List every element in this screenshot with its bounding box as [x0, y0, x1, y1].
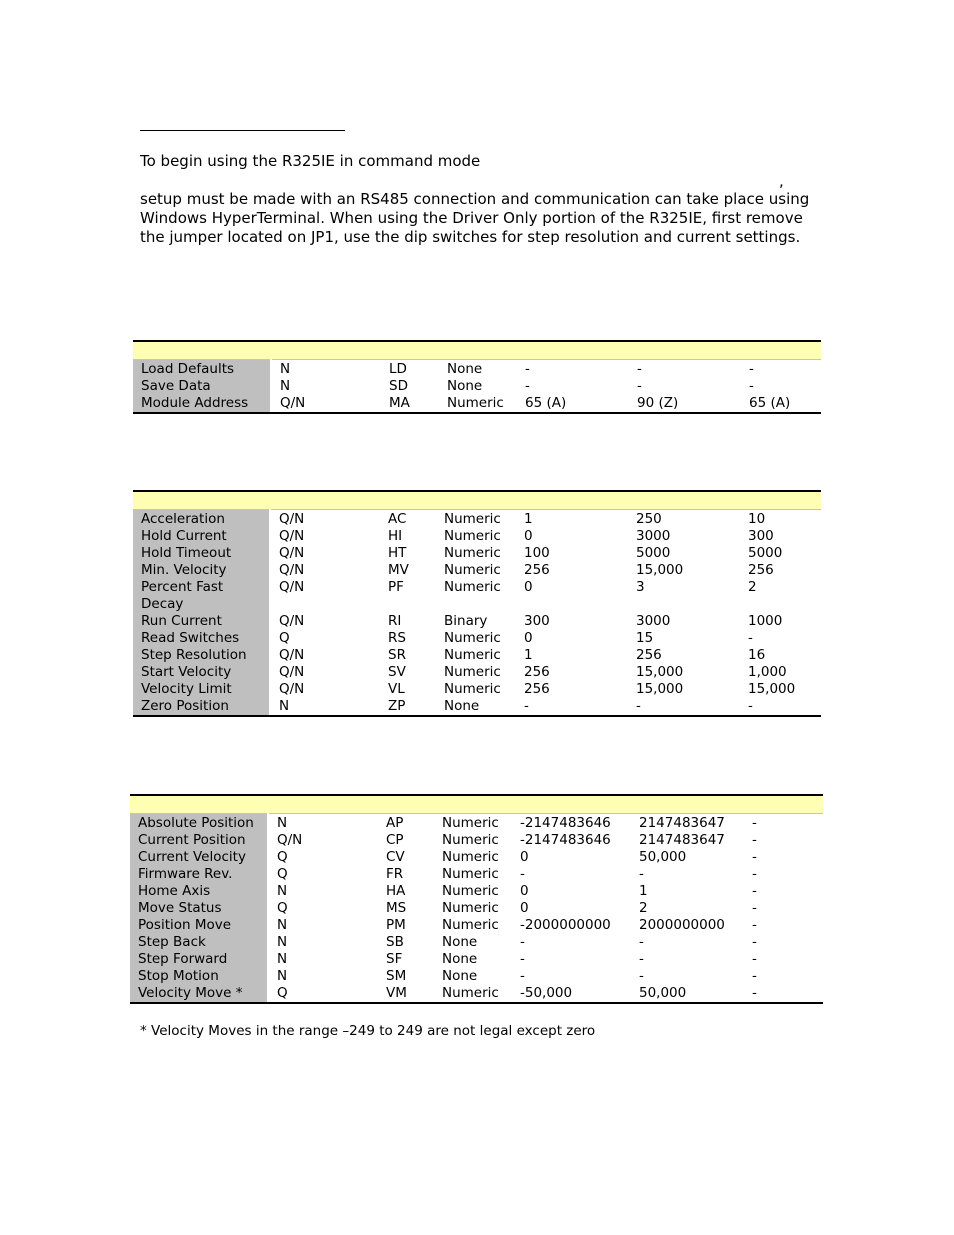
cell-min-value: -: [520, 934, 525, 950]
cell-command-name: Start Velocity: [133, 664, 270, 681]
cell-max-value: 2000000000: [639, 917, 725, 933]
cell-default-value: -: [744, 985, 823, 1003]
table-row: [133, 510, 821, 529]
cell-max-value: 2147483647: [639, 815, 725, 831]
cell-mnemonic: VM: [378, 985, 434, 1003]
table-row: [130, 883, 823, 900]
table-row: [133, 579, 821, 613]
cell-min-value: 100: [524, 545, 550, 561]
cell-min-value: -50,000: [512, 985, 631, 1003]
cell-max-value: 250: [636, 511, 662, 527]
cell-data-type: None: [442, 968, 478, 984]
cell-default-value: 1000: [748, 613, 783, 629]
cell-access: Q/N: [279, 562, 305, 578]
cell-default-value: 2: [748, 579, 757, 595]
cell-max-value: 5000: [636, 545, 671, 561]
cell-default-value: -: [749, 361, 754, 377]
cell-command-name: Read Switches: [133, 630, 270, 647]
cell-max-value: 3: [636, 579, 645, 595]
cell-min-value: -: [516, 698, 628, 716]
cell-data-type: Numeric: [444, 647, 501, 663]
cell-data-type: Numeric: [442, 900, 499, 916]
cell-data-type: Numeric: [444, 528, 501, 544]
cell-max-value: 256: [636, 647, 662, 663]
table-row: [130, 985, 823, 1003]
table-header-row: [130, 795, 823, 814]
table-header-row: [133, 491, 821, 510]
cell-mnemonic: SV: [388, 664, 406, 680]
cell-data-type: Numeric: [444, 545, 501, 561]
cell-data-type: None: [436, 698, 516, 716]
cell-min-value: 0: [524, 528, 533, 544]
cell-default-value: -: [749, 378, 754, 394]
cell-command-name: Run Current: [133, 613, 270, 630]
table-row: [130, 951, 823, 968]
cell-data-type: Numeric: [442, 917, 499, 933]
cell-mnemonic: SF: [386, 951, 403, 967]
cell-access: N: [277, 883, 288, 899]
cell-min-value: 300: [524, 613, 550, 629]
cell-min-value: -: [525, 378, 530, 394]
table-row: [133, 545, 821, 562]
cell-data-type: Numeric: [444, 681, 501, 697]
cell-access: Q/N: [279, 664, 305, 680]
cell-max-value: 15: [636, 630, 654, 646]
cell-default-value: -: [752, 900, 757, 916]
cell-data-type: Numeric: [444, 664, 501, 680]
cell-default-value: -: [752, 849, 757, 865]
cell-default-value: -: [752, 832, 757, 848]
cell-access: N: [277, 968, 288, 984]
cell-mnemonic: HA: [386, 883, 406, 899]
cell-mnemonic: FR: [386, 866, 404, 882]
cell-min-value: 1: [524, 647, 533, 663]
cell-min-value: 0: [524, 579, 533, 595]
cell-data-type: Numeric: [444, 562, 501, 578]
cell-mnemonic: AP: [386, 815, 404, 831]
cell-command-name: Percent Fast Decay: [133, 579, 270, 613]
cell-data-type: Numeric: [434, 985, 512, 1003]
cell-mnemonic: MV: [388, 562, 409, 578]
table-row: [130, 934, 823, 951]
cell-data-type: None: [442, 934, 478, 950]
intro-paragraph: setup must be made with an RS485 connection and communication can take place using Windows HyperTerminal. When using the Driver Only portion of the R325IE, first remove the jumper located on JP1, use the dip switches for step resolution and current settings.: [140, 190, 810, 246]
cell-mnemonic: AC: [388, 511, 407, 527]
table-row: [133, 378, 821, 395]
cell-min-value: 0: [520, 900, 529, 916]
cell-max-value: 50,000: [631, 985, 744, 1003]
cell-min-value: 0: [524, 630, 533, 646]
cell-command-name: Stop Motion: [130, 968, 268, 985]
cell-command-name: Current Velocity: [130, 849, 268, 866]
cell-max-value: 90 (Z): [629, 395, 741, 413]
cell-data-type: Numeric: [442, 883, 499, 899]
cell-access: Q/N: [279, 613, 305, 629]
cell-command-name: Hold Timeout: [133, 545, 270, 562]
cell-min-value: -: [520, 968, 525, 984]
cell-default-value: -: [752, 883, 757, 899]
cell-command-name: Min. Velocity: [133, 562, 270, 579]
cell-mnemonic: RI: [388, 613, 402, 629]
cell-max-value: -: [628, 698, 740, 716]
cell-default-value: -: [752, 934, 757, 950]
cell-command-name: Load Defaults: [133, 360, 271, 379]
table-row: [133, 613, 821, 630]
intro-text: [140, 152, 820, 247]
cell-access: Q: [279, 630, 290, 646]
cell-access: Q: [268, 985, 378, 1003]
cell-max-value: 2: [639, 900, 648, 916]
cell-command-name: Velocity Limit: [133, 681, 270, 698]
cell-max-value: -: [639, 934, 644, 950]
cell-max-value: 3000: [636, 613, 671, 629]
cell-access: N: [270, 698, 380, 716]
cell-data-type: Numeric: [439, 395, 517, 413]
cell-data-type: None: [447, 378, 483, 394]
cell-data-type: Numeric: [442, 832, 499, 848]
cell-default-value: -: [748, 630, 753, 646]
cell-mnemonic: SD: [389, 378, 408, 394]
cell-min-value: -2147483646: [520, 832, 611, 848]
motion-commands-table: [130, 794, 823, 1004]
cell-default-value: -: [752, 917, 757, 933]
cell-mnemonic: PF: [388, 579, 404, 595]
cell-mnemonic: SB: [386, 934, 404, 950]
table-row: [133, 647, 821, 664]
cell-default-value: 10: [748, 511, 766, 527]
cell-max-value: 50,000: [639, 849, 687, 865]
cell-access: Q: [277, 900, 288, 916]
cell-min-value: -2000000000: [520, 917, 611, 933]
cell-min-value: -: [525, 361, 530, 377]
cell-command-name: Acceleration: [133, 510, 270, 529]
cell-min-value: 256: [524, 562, 550, 578]
cell-mnemonic: HT: [388, 545, 407, 561]
cell-data-type: Numeric: [444, 511, 501, 527]
cell-access: N: [277, 917, 288, 933]
cell-access: Q/N: [277, 832, 303, 848]
cell-max-value: -: [639, 866, 644, 882]
table-row: [130, 968, 823, 985]
cell-min-value: -: [520, 866, 525, 882]
cell-access: Q/N: [279, 681, 305, 697]
table-row: [130, 832, 823, 849]
footnote: * Velocity Moves in the range –249 to 249 are not legal except zero: [140, 1023, 596, 1039]
cell-max-value: 15,000: [636, 681, 684, 697]
cell-access: Q/N: [279, 545, 305, 561]
cell-command-name: Home Axis: [130, 883, 268, 900]
cell-access: Q: [277, 849, 288, 865]
cell-default-value: -: [752, 815, 757, 831]
cell-mnemonic: SR: [388, 647, 406, 663]
intro-comma: ,: [779, 172, 784, 190]
cell-command-name: Step Back: [130, 934, 268, 951]
cell-default-value: -: [752, 968, 757, 984]
cell-command-name: Velocity Move *: [130, 985, 268, 1003]
cell-command-name: Move Status: [130, 900, 268, 917]
cell-mnemonic: MA: [381, 395, 439, 413]
cell-min-value: 256: [524, 681, 550, 697]
cell-access: Q/N: [279, 579, 305, 595]
cell-mnemonic: MS: [386, 900, 407, 916]
cell-data-type: None: [442, 951, 478, 967]
cell-mnemonic: RS: [388, 630, 406, 646]
cell-command-name: Position Move: [130, 917, 268, 934]
cell-mnemonic: ZP: [380, 698, 436, 716]
cell-access: N: [280, 361, 291, 377]
cell-min-value: -: [520, 951, 525, 967]
cell-min-value: 1: [524, 511, 533, 527]
cell-command-name: Step Resolution: [133, 647, 270, 664]
table-row: [133, 395, 821, 413]
cell-default-value: 15,000: [748, 681, 796, 697]
cell-default-value: 5000: [748, 545, 783, 561]
heading-underline: [140, 130, 345, 131]
cell-mnemonic: PM: [386, 917, 406, 933]
cell-command-name: Save Data: [133, 378, 271, 395]
cell-command-name: Step Forward: [130, 951, 268, 968]
cell-mnemonic: LD: [389, 361, 407, 377]
cell-mnemonic: VL: [388, 681, 405, 697]
cell-data-type: Numeric: [442, 866, 499, 882]
cell-default-value: -: [740, 698, 821, 716]
cell-access: N: [277, 815, 288, 831]
cell-default-value: 1,000: [748, 664, 787, 680]
cell-access: Q: [277, 866, 288, 882]
cell-command-name: Hold Current: [133, 528, 270, 545]
cell-default-value: 16: [748, 647, 766, 663]
motor-settings-table: [133, 490, 821, 717]
cell-max-value: -: [637, 361, 642, 377]
cell-max-value: 15,000: [636, 562, 684, 578]
cell-data-type: Numeric: [444, 579, 501, 595]
cell-max-value: 1: [639, 883, 648, 899]
cell-min-value: 0: [520, 849, 529, 865]
cell-mnemonic: SM: [386, 968, 407, 984]
cell-data-type: None: [447, 361, 483, 377]
cell-data-type: Numeric: [442, 815, 499, 831]
table-row: [130, 900, 823, 917]
table-row: [133, 681, 821, 698]
cell-min-value: 65 (A): [517, 395, 629, 413]
table-row: [133, 630, 821, 647]
cell-command-name: Current Position: [130, 832, 268, 849]
cell-max-value: -: [639, 951, 644, 967]
cell-default-value: -: [752, 951, 757, 967]
cell-command-name: Firmware Rev.: [130, 866, 268, 883]
cell-mnemonic: HI: [388, 528, 403, 544]
cell-access: N: [280, 378, 291, 394]
cell-max-value: 2147483647: [639, 832, 725, 848]
intro-line: To begin using the R325IE in command mode: [140, 152, 481, 170]
cell-min-value: 0: [520, 883, 529, 899]
table-row: [133, 698, 821, 716]
cell-command-name: Zero Position: [133, 698, 270, 716]
table-row: [130, 866, 823, 883]
table-row: [133, 562, 821, 579]
table-row: [130, 917, 823, 934]
cell-data-type: Numeric: [444, 630, 501, 646]
cell-mnemonic: CV: [386, 849, 405, 865]
cell-min-value: -2147483646: [520, 815, 611, 831]
cell-command-name: Module Address: [133, 395, 271, 413]
table-row: [130, 814, 823, 833]
cell-command-name: Absolute Position: [130, 814, 268, 833]
config-commands-table: [133, 340, 821, 414]
cell-access: Q/N: [271, 395, 381, 413]
cell-max-value: 15,000: [636, 664, 684, 680]
cell-max-value: 3000: [636, 528, 671, 544]
cell-min-value: 256: [524, 664, 550, 680]
table-row: [133, 360, 821, 379]
cell-default-value: 65 (A): [741, 395, 821, 413]
cell-access: Q/N: [279, 511, 305, 527]
table-header-row: [133, 341, 821, 360]
cell-access: Q/N: [279, 647, 305, 663]
cell-data-type: Binary: [444, 613, 488, 629]
cell-max-value: -: [639, 968, 644, 984]
table-row: [133, 528, 821, 545]
cell-mnemonic: CP: [386, 832, 404, 848]
cell-data-type: Numeric: [442, 849, 499, 865]
cell-default-value: -: [752, 866, 757, 882]
cell-access: N: [277, 934, 288, 950]
cell-default-value: 256: [748, 562, 774, 578]
table-row: [133, 664, 821, 681]
cell-access: Q/N: [279, 528, 305, 544]
cell-max-value: -: [637, 378, 642, 394]
cell-default-value: 300: [748, 528, 774, 544]
cell-access: N: [277, 951, 288, 967]
table-row: [130, 849, 823, 866]
